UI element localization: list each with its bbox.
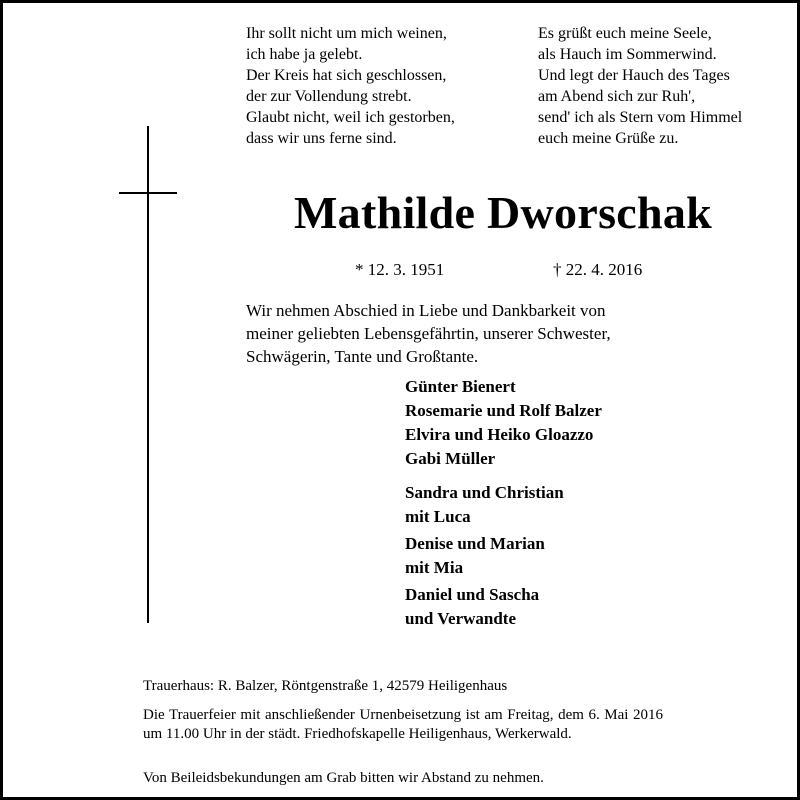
deceased-name: Mathilde Dworschak [293,187,713,238]
condolence-request: Von Beileidsbekundungen am Grab bitten wir Abstand zu nehmen. [143,770,544,786]
mourner-entry: Rosemarie und Rolf Balzer [405,401,602,420]
mourner-entry: Sandra und Christian mit Luca [405,483,564,526]
poem-left: Ihr sollt nicht um mich weinen, ich habe ja gelebt. Der Kreis hat sich geschlossen, der zur Vollendung strebt. Glaubt nicht, weil ich gestorben, dass wir uns ferne sind. [246,25,455,147]
cross-vertical-bar [147,126,149,623]
mourner-entry: Denise und Marian mit Mia [405,534,545,577]
birth-date: * 12. 3. 1951 [355,260,445,279]
mourner-entry: Günter Bienert [405,377,516,396]
ceremony-info: Die Trauerfeier mit anschließender Urnenbeisetzung ist am Freitag, dem 6. Mai 2016 um 11.00 Uhr in der städt. Friedhofskapelle Heiligenhaus, Werkerwald. [143,707,663,742]
mourner-entry: Daniel und Sascha und Verwandte [405,585,540,628]
mourners-list [405,375,602,631]
poem-right: Es grüßt euch meine Seele, als Hauch im Sommerwind. Und legt der Hauch des Tages am Abend sich zur Ruh', send' ich als Stern vom Himmel euch meine Grüße zu. [538,25,743,147]
death-date: † 22. 4. 2016 [553,260,643,279]
farewell-text: Wir nehmen Abschied in Liebe und Dankbarkeit von meiner geliebten Lebensgefährtin, unserer Schwester, Schwägerin, Tante und Großtante. [246,301,611,366]
funeral-home-address: Trauerhaus: R. Balzer, Röntgenstraße 1, 42579 Heiligenhaus [143,678,508,694]
mourner-entry: Gabi Müller [405,449,496,468]
cross-horizontal-bar [119,192,177,194]
mourner-entry: Elvira und Heiko Gloazzo [405,425,594,444]
